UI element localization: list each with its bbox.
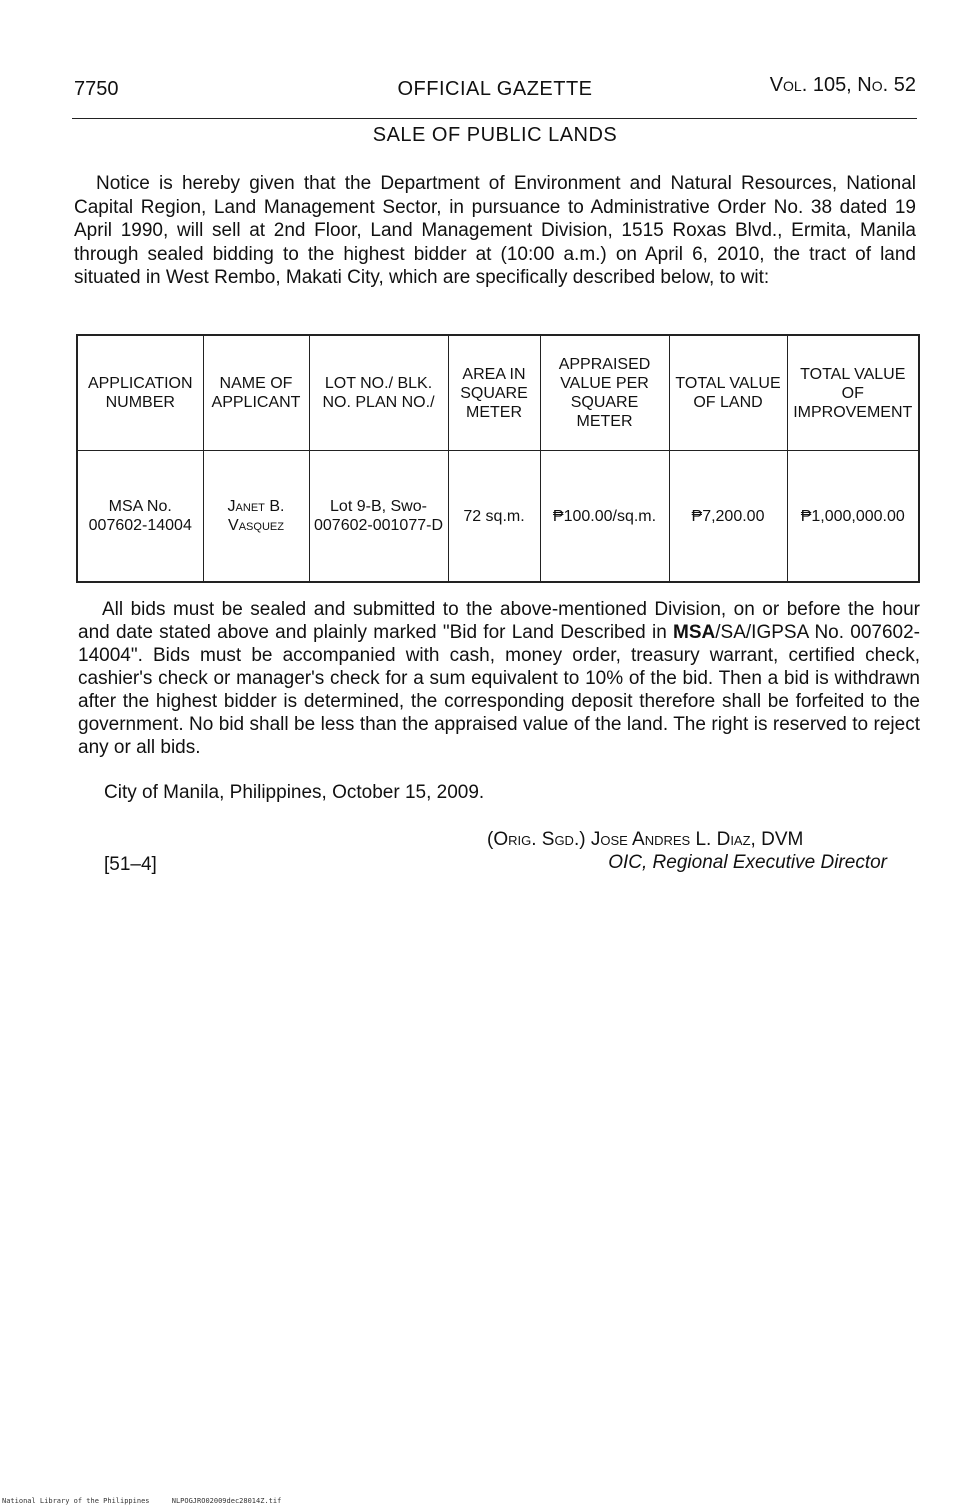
signatory-title: OIC, Regional Executive Director: [608, 852, 887, 873]
conditions-bold-text: MSA: [673, 622, 716, 643]
library-credit: National Library of the Philippines: [2, 1497, 150, 1505]
land-value-cell: ₱7,200.00: [669, 451, 787, 583]
signatory-name: (Orig. Sgd.) Jose Andres L. Diaz, DVM: [487, 829, 804, 850]
conditions-text-start: All bids must be sealed and submitted to the above-mentioned Division, on or before the hour and date stated above and plainly marked "Bid for Land Described in: [78, 599, 920, 643]
appraised-value-cell: ₱100.00/sq.m.: [540, 451, 669, 583]
column-header: TOTAL VALUE OF IMPROVEMENT: [787, 335, 919, 451]
area-cell: 72 sq.m.: [448, 451, 540, 583]
document-reference: [51–4]: [104, 854, 157, 875]
bid-conditions-paragraph: [78, 598, 920, 759]
column-header: LOT NO./ BLK. NO. PLAN NO./: [309, 335, 448, 451]
notice-title: SALE OF PUBLIC LANDS: [372, 124, 618, 146]
land-table: [76, 334, 920, 583]
lot-plan-cell: Lot 9-B, Swo-007602-001077-D: [309, 451, 448, 583]
page-header: [74, 74, 916, 102]
applicant-name-cell: Janet B. Vasquez: [203, 451, 309, 583]
header-rule: [72, 118, 917, 119]
table-header-row: [77, 335, 919, 451]
column-header: APPRAISED VALUE PER SQUARE METER: [540, 335, 669, 451]
column-header: TOTAL VALUE OF LAND: [669, 335, 787, 451]
volume-number: Vol. 105, No. 52: [769, 74, 916, 96]
column-header: APPLICATION NUMBER: [77, 335, 203, 451]
scan-filename: NLPOGJRO02009dec28014Z.tif: [171, 1497, 282, 1505]
publication-name: OFFICIAL GAZETTE: [397, 78, 593, 100]
column-header: NAME OF APPLICANT: [203, 335, 309, 451]
application-number-cell: MSA No. 007602-14004: [77, 451, 203, 583]
page-number: 7750: [74, 78, 119, 100]
scan-footer: [2, 1497, 281, 1505]
place-and-date: City of Manila, Philippines, October 15, 2009.: [104, 782, 485, 803]
conditions-text-end: /SA/IGPSA No. 007602-14004". Bids must be accompanied with cash, money order, treasury warrant, certified check, cashier's check or manager's check for a sum equivalent to 10% of the bid. Then a bid is withdrawn after the highest bidder is determined, the corresponding deposit therefore shall be forfeited to the government. No bid shall be less than the appraised value of the land. The right is reserved to reject any or all bids.: [78, 622, 920, 758]
notice-paragraph: Notice is hereby given that the Department of Environment and Natural Resources, National Capital Region, Land Management Sector, in pursuance to Administrative Order No. 38 dated 19 April 1990, will sell at 2nd Floor, Land Management Division, 1515 Roxas Blvd., Ermita, Manila through sealed bidding to the highest bidder at (10:00 a.m.) on April 6, 2010, the tract of land situated in West Rembo, Makati City, which are specifically described below, to wit:: [74, 173, 916, 288]
column-header: AREA IN SQUARE METER: [448, 335, 540, 451]
improvement-value-cell: ₱1,000,000.00: [787, 451, 919, 583]
table-row: [77, 451, 919, 583]
signature-block: [487, 828, 887, 874]
